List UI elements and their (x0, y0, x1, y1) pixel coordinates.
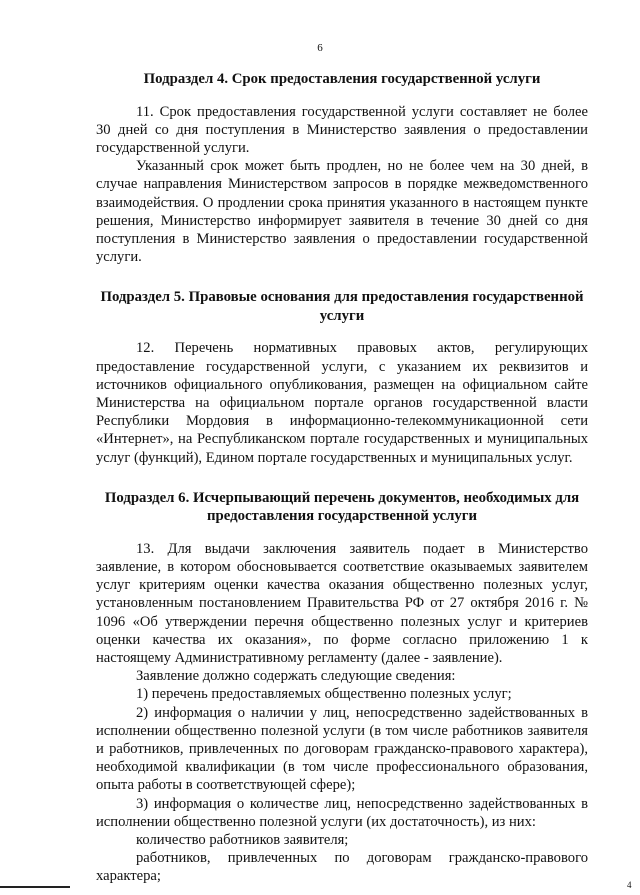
corner-mark: 4 (627, 880, 632, 890)
sub-item-contractors: работников, привлеченных по договорам гражданско-правового характера; (96, 850, 588, 885)
section-6-title: Подраздел 6. Исчерпывающий перечень документов, необходимых для предоставления государственной услуги (104, 489, 580, 525)
list-item-3: 3) информация о количестве лиц, непосредственно задействованных в исполнении общественно полезной услуги (их достаточность), из них: (96, 795, 588, 830)
paragraph-11: 11. Срок предоставления государственной услуги составляет не более 30 дней со дня поступления в Министерство заявления о предоставлении государственной услуги. (96, 103, 588, 156)
section-4-title: Подраздел 4. Срок предоставления государственной услуги (143, 71, 541, 87)
paragraph-12: 12. Перечень нормативных правовых актов, регулирующих предоставление государственной услуги, с указанием их реквизитов и источников официального опубликования, размещен на официальном сайте Министерства на официальном портале органов государственной власти Республики Мордовия в информационно-телекоммуникационной сети «Интернет», на Республиканском портале государственных и муниципальных услуг (функций), Едином портале государственных и муниципальных услуг. (96, 340, 588, 466)
sub-item-employees: количество работников заявителя; (136, 832, 349, 848)
paragraph-13: 13. Для выдачи заключения заявитель подает в Министерство заявление, в котором обосновывается соответствие оказываемых заявителем услуг критериям оценки качества оказания общественно полезных услуг, установленным постановлением Правительства РФ от 27 октября 2016 г. № 1096 «Об утверждении перечня общественно полезных услуг и критериев оценки качества их оказания», по форме согласно приложению 1 к настоящему Административному регламенту (далее - заявление). (96, 540, 588, 666)
page-number: 6 (317, 42, 323, 54)
list-item-2: 2) информация о наличии у лиц, непосредственно задействованных в исполнении общественно полезной услуги (в том числе работников заявителя и работников, привлеченных по договорам гражданско-правового характера), необходимой квалификации (в том числе профессионального образования, опыта работы в соответствующей сфере); (96, 704, 588, 794)
section-5-title: Подраздел 5. Правовые основания для предоставления государственной услуги (100, 289, 584, 324)
paragraph-application-content: Заявление должно содержать следующие сведения: (136, 668, 456, 685)
list-item-1: 1) перечень предоставляемых общественно полезных услуг; (136, 686, 512, 703)
footnote-rule (0, 886, 70, 888)
paragraph-term-extension: Указанный срок может быть продлен, но не более чем на 30 дней, в случае направления Министерством запросов в порядке межведомственного взаимодействия. О продлении срока принятия указанного в настоящем пункте решения, Министерство информирует заявителя в течение 30 дней со дня поступления в Министерство заявления о предоставлении государственной услуги. (96, 158, 588, 266)
document-body (96, 70, 588, 886)
